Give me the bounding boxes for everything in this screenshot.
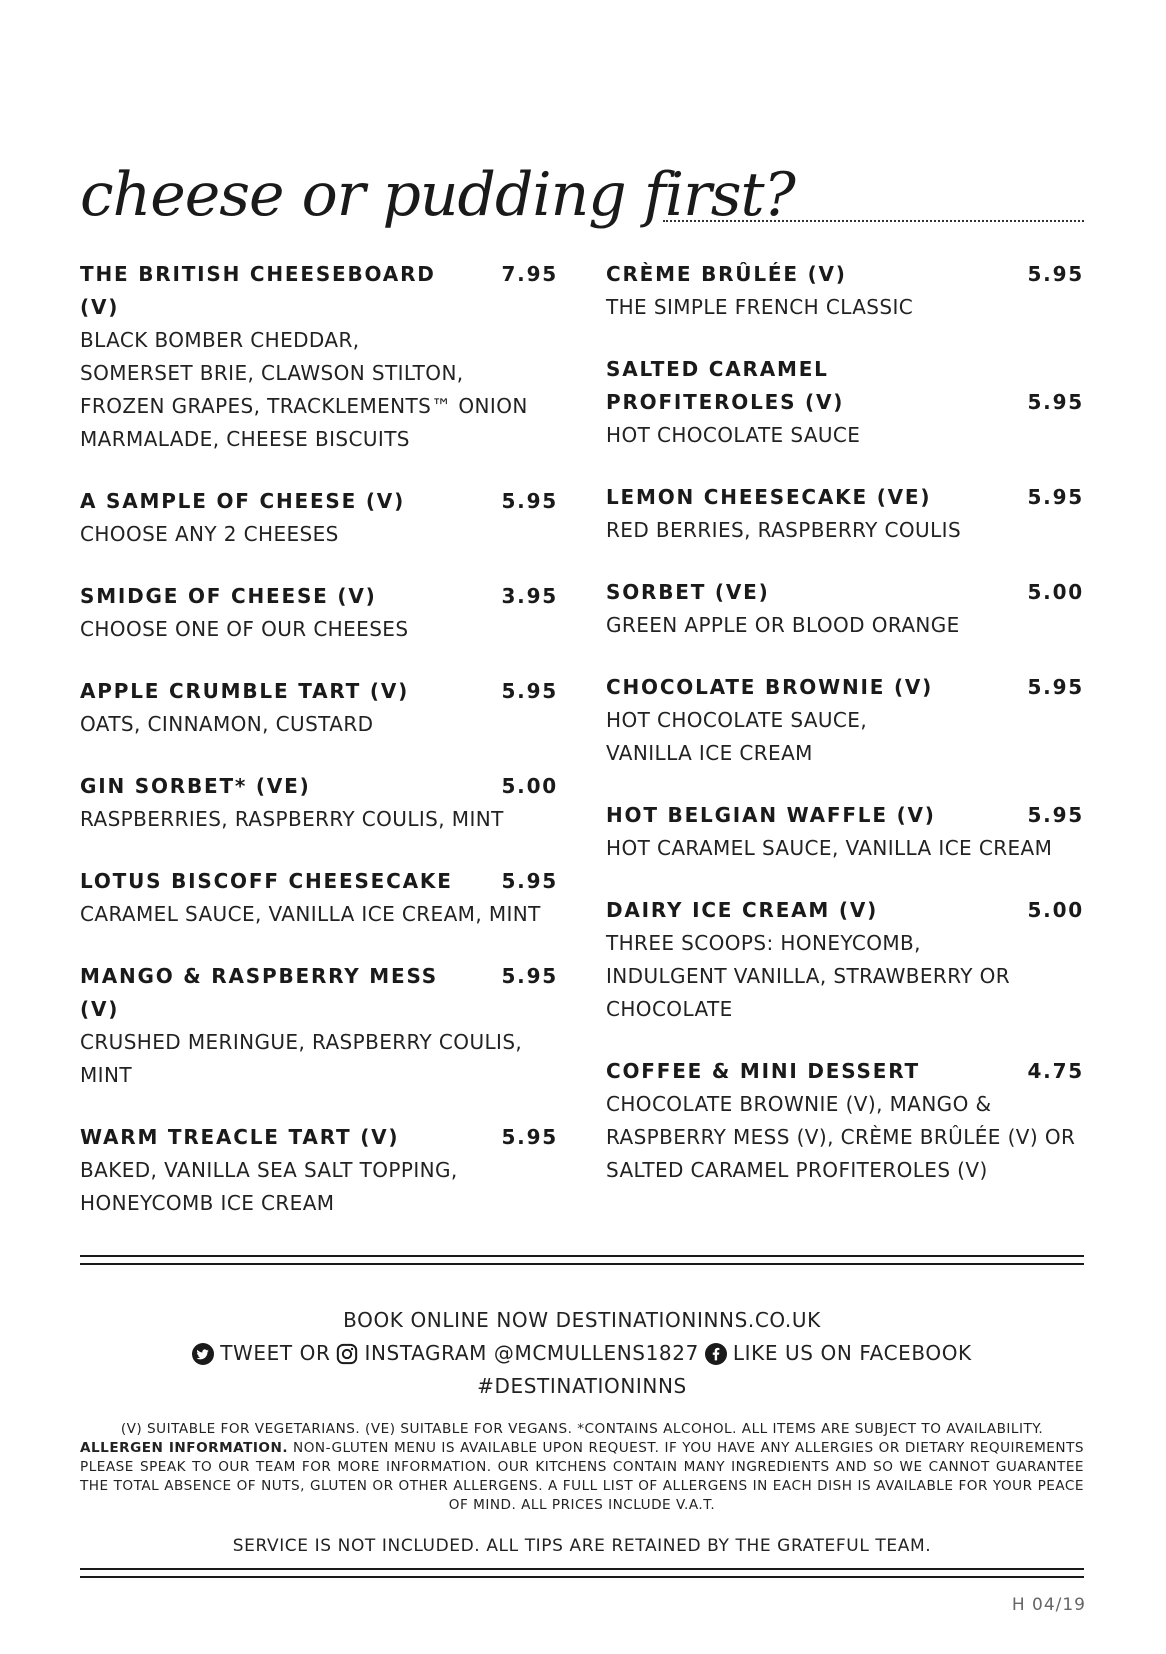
menu-item-description: VANILLA ICE CREAM	[606, 741, 813, 765]
menu-item-name: SORBET (VE)	[606, 580, 770, 604]
menu-item	[606, 353, 1084, 452]
menu-item-price: 5.95	[501, 489, 558, 513]
menu-item-description: RASPBERRIES, RASPBERRY COULIS, MINT	[80, 807, 504, 831]
menu-item	[80, 770, 558, 836]
menu-item-name: APPLE CRUMBLE TART (V)	[80, 679, 410, 703]
menu-item-description: BAKED, VANILLA SEA SALT TOPPING,	[80, 1158, 458, 1182]
menu-item-header	[80, 485, 558, 518]
allergen-text: NON-GLUTEN MENU IS AVAILABLE UPON REQUEST. IF YOU HAVE ANY ALLERGIES OR DIETARY REQUIREMENTS PLEASE SPEAK TO OUR TEAM FOR MORE INFORMATION. OUR KITCHENS CONTAIN MANY INGREDIENTS AND SO WE CANNOT GUARANTEE THE TOTAL ABSENCE OF NUTS, GLUTEN OR OTHER ALLERGENS. A FULL LIST OF ALLERGENS IN EACH DISH IS AVAILABLE FOR YOUR PEACE OF MIND. ALL PRICES INCLUDE V.A.T.	[80, 1440, 1084, 1513]
facebook-text: LIKE US ON FACEBOOK	[732, 1341, 972, 1365]
menu-item-header	[606, 576, 1084, 609]
menu-item-description: HOT CARAMEL SAUCE, VANILLA ICE CREAM	[606, 836, 1053, 860]
menu-item	[606, 1055, 1084, 1187]
menu-item-description: THREE SCOOPS: HONEYCOMB,	[606, 931, 921, 955]
twitter-icon[interactable]	[192, 1343, 214, 1365]
menu-code: H 04/19	[1011, 1595, 1086, 1615]
menu-item-description: MINT	[80, 1063, 132, 1087]
menu-item-price: 3.95	[501, 584, 558, 608]
menu-item-name: PROFITEROLES (V)	[606, 390, 845, 414]
menu-item-price: 5.00	[501, 774, 558, 798]
menu-item-name: LEMON CHEESECAKE (VE)	[606, 485, 932, 509]
menu-item	[80, 580, 558, 646]
menu-item-description: CARAMEL SAUCE, VANILLA ICE CREAM, MINT	[80, 902, 541, 926]
menu-item	[606, 258, 1084, 324]
menu-item-description: MARMALADE, CHEESE BISCUITS	[80, 427, 410, 451]
menu-item	[606, 894, 1084, 1026]
menu-item-description: RASPBERRY MESS (V), CRÈME BRÛLÉE (V) OR	[606, 1125, 1076, 1149]
menu-item-header	[80, 675, 558, 708]
footer-links	[80, 1304, 1084, 1403]
menu-item-price: 5.95	[1027, 390, 1084, 414]
footer-bottom-rule-1	[80, 1568, 1084, 1570]
menu-item-price: 5.95	[1027, 485, 1084, 509]
menu-item-price: 5.95	[1027, 803, 1084, 827]
menu-item-price: 5.95	[501, 1125, 558, 1149]
menu-item-header	[80, 960, 558, 1026]
menu-item-name: MANGO & RASPBERRY MESS (V)	[80, 964, 438, 1021]
menu-item-name: SALTED CARAMEL	[606, 357, 829, 381]
menu-item-price: 5.00	[1027, 898, 1084, 922]
facebook-icon[interactable]	[705, 1343, 727, 1365]
menu-item-name: WARM TREACLE TART (V)	[80, 1125, 400, 1149]
menu-item-header	[606, 799, 1084, 832]
menu-item-description: THE SIMPLE FRENCH CLASSIC	[606, 295, 914, 319]
menu-item-price: 5.95	[1027, 675, 1084, 699]
menu-item-name: THE BRITISH CHEESEBOARD (V)	[80, 262, 436, 319]
social-line	[80, 1337, 1084, 1370]
title-row	[80, 160, 1084, 240]
page-title: cheese or pudding first?	[80, 160, 795, 230]
menu-item-header	[80, 1121, 558, 1154]
menu-item-description: HOT CHOCOLATE SAUCE,	[606, 708, 868, 732]
menu-item-price: 5.95	[501, 679, 558, 703]
menu-item	[80, 960, 558, 1092]
menu-item-header	[606, 1055, 1084, 1088]
menu-item-description: GREEN APPLE OR BLOOD ORANGE	[606, 613, 960, 637]
menu-item-header	[606, 894, 1084, 927]
menu-item	[80, 1121, 558, 1220]
menu-item	[80, 675, 558, 741]
book-online-link[interactable]: BOOK ONLINE NOW DESTINATIONINNS.CO.UK	[343, 1308, 821, 1332]
menu-item-name: CHOCOLATE BROWNIE (V)	[606, 675, 934, 699]
menu-item-header	[80, 258, 558, 324]
footer-bottom-rule-2	[80, 1576, 1084, 1578]
menu-item-description: HOT CHOCOLATE SAUCE	[606, 423, 861, 447]
allergen-label: ALLERGEN INFORMATION.	[80, 1440, 289, 1456]
menu-item-header	[606, 386, 1084, 419]
menu-item	[606, 481, 1084, 547]
menu-item-price: 7.95	[501, 262, 558, 286]
tweet-text: TWEET OR	[220, 1341, 331, 1365]
menu-item-header	[80, 770, 558, 803]
menu-item-price: 5.00	[1027, 580, 1084, 604]
menu-item	[80, 485, 558, 551]
menu-item-header	[606, 481, 1084, 514]
menu-item-header	[80, 580, 558, 613]
menu-item-price: 5.95	[1027, 262, 1084, 286]
menu-item-header	[606, 258, 1084, 291]
right-menu-column	[606, 258, 1084, 1216]
menu-item-description: SALTED CARAMEL PROFITEROLES (V)	[606, 1158, 988, 1182]
menu-item-name: A SAMPLE OF CHEESE (V)	[80, 489, 406, 513]
menu-item-description: CHOCOLATE BROWNIE (V), MANGO &	[606, 1092, 992, 1116]
menu-item	[606, 576, 1084, 642]
menu-item	[606, 671, 1084, 770]
menu-item-description: HONEYCOMB ICE CREAM	[80, 1191, 335, 1215]
menu-item-description: CRUSHED MERINGUE, RASPBERRY COULIS,	[80, 1030, 523, 1054]
allergen-notes	[80, 1420, 1084, 1515]
menu-item-name: SMIDGE OF CHEESE (V)	[80, 584, 377, 608]
menu-item	[80, 258, 558, 456]
menu-item-description: SOMERSET BRIE, CLAWSON STILTON,	[80, 361, 464, 385]
menu-item	[80, 865, 558, 931]
footer-top-rule-2	[80, 1263, 1084, 1265]
menu-item-description: RED BERRIES, RASPBERRY COULIS	[606, 518, 962, 542]
menu-item-price: 5.95	[501, 964, 558, 988]
menu-item-price: 4.75	[1027, 1059, 1084, 1083]
menu-item-description: OATS, CINNAMON, CUSTARD	[80, 712, 374, 736]
menu-item-price: 5.95	[501, 869, 558, 893]
hashtag: #DESTINATIONINNS	[477, 1374, 687, 1398]
menu-item-description: BLACK BOMBER CHEDDAR,	[80, 328, 360, 352]
menu-item-name: HOT BELGIAN WAFFLE (V)	[606, 803, 936, 827]
menu-item-name: GIN SORBET* (VE)	[80, 774, 311, 798]
menu-item-name: LOTUS BISCOFF CHEESECAKE	[80, 869, 453, 893]
title-dotted-leader	[663, 220, 1084, 222]
menu-item-header	[606, 671, 1084, 704]
dietary-key: (V) SUITABLE FOR VEGETARIANS. (VE) SUITABLE FOR VEGANS. *CONTAINS ALCOHOL. ALL ITEMS ARE SUBJECT TO AVAILABILITY.	[120, 1421, 1044, 1437]
menu-item-name: COFFEE & MINI DESSERT	[606, 1059, 920, 1083]
menu-item-description: FROZEN GRAPES, TRACKLEMENTS™ ONION	[80, 394, 528, 418]
instagram-text: INSTAGRAM @MCMULLENS1827	[364, 1341, 699, 1365]
menu-item-name: CRÈME BRÛLÉE (V)	[606, 262, 847, 286]
menu-item-header	[80, 865, 558, 898]
menu-item-name: DAIRY ICE CREAM (V)	[606, 898, 879, 922]
menu-item	[606, 799, 1084, 865]
left-menu-column	[80, 258, 558, 1249]
menu-item-description: INDULGENT VANILLA, STRAWBERRY OR	[606, 964, 1011, 988]
service-note: SERVICE IS NOT INCLUDED. ALL TIPS ARE RETAINED BY THE GRATEFUL TEAM.	[232, 1536, 932, 1556]
instagram-icon[interactable]	[336, 1343, 358, 1365]
menu-item-description: CHOOSE ANY 2 CHEESES	[80, 522, 339, 546]
menu-item-description: CHOCOLATE	[606, 997, 733, 1021]
menu-item-description: CHOOSE ONE OF OUR CHEESES	[80, 617, 409, 641]
footer-top-rule-1	[80, 1255, 1084, 1257]
